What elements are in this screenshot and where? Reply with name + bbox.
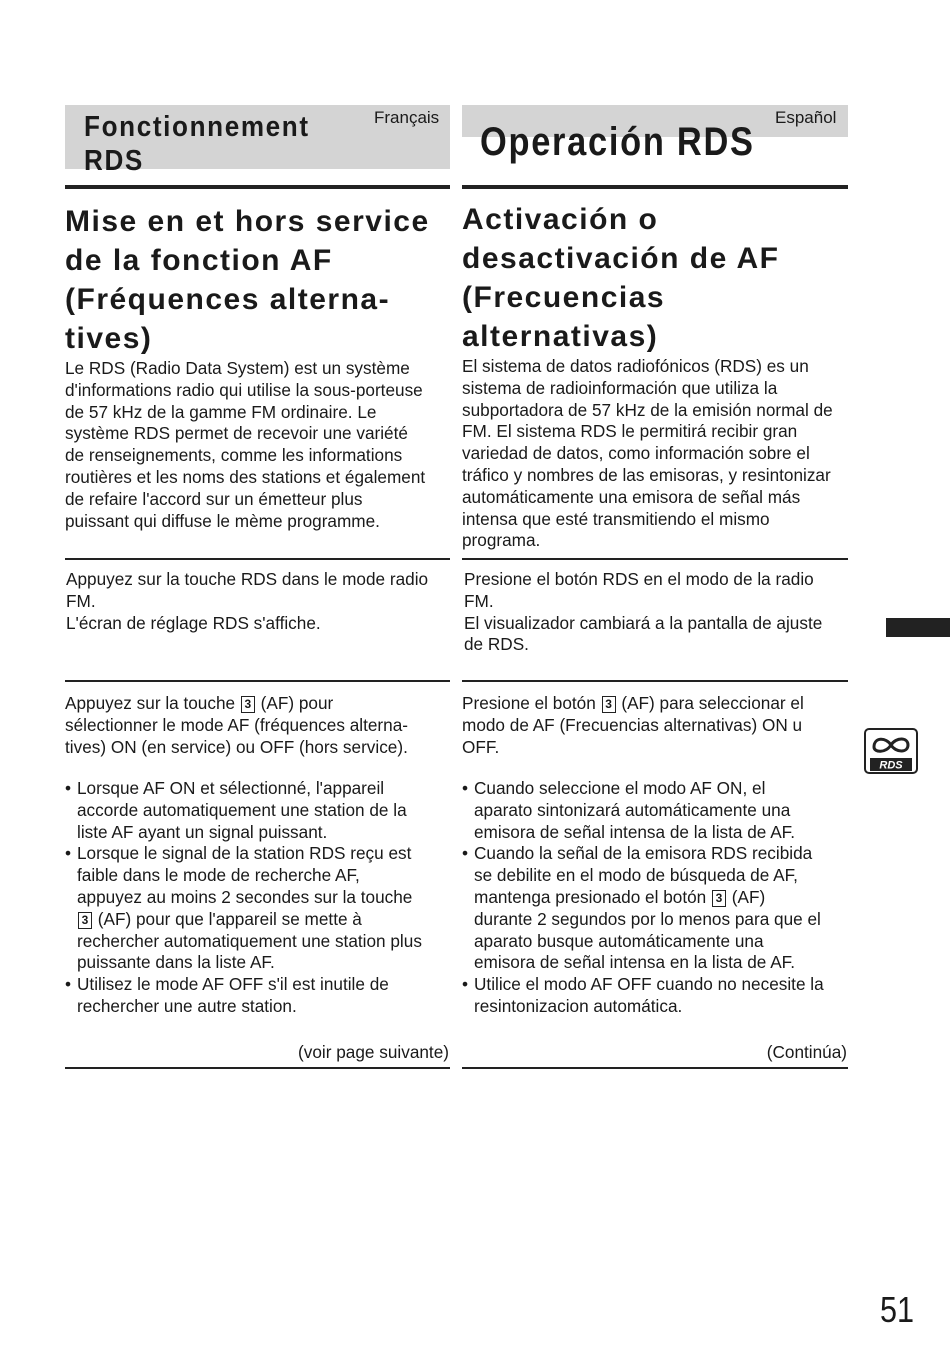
key-3-icon: 3 — [241, 696, 255, 713]
list-item: • Lorsque le signal de la station RDS reçu est faible dans le mode de recherche AF, appuyez au moins 2 secondes sur la touche 3 (AF) pour que l'appareil se mette à rechercher automatiquement une station plus puissante dans la liste AF. — [65, 843, 460, 974]
spanish-step2-rule — [462, 680, 848, 682]
list-item: • Cuando la señal de la emisora RDS recibida se debilite en el modo de búsqueda de AF, mantenga presionado el botón 3 (AF) durante 2 segundos por lo menos para que el aparato busque automáticamente una emisora de señal intensa en la lista de AF. — [462, 843, 857, 974]
french-header-rule — [65, 185, 450, 189]
spanish-chapter-title: Operación RDS — [480, 120, 755, 164]
french-bullet-list — [65, 778, 460, 1018]
list-item: • Utilisez le mode AF OFF s'il est inutile de rechercher une autre station. — [65, 974, 460, 1018]
list-item: • Cuando seleccione el modo AF ON, el aparato sintonizará automáticamente una emisora de señal intensa de la lista de AF. — [462, 778, 857, 843]
spanish-bullet-list — [462, 778, 857, 1018]
list-item: • Utilice el modo AF OFF cuando no necesite la resintonizacion automática. — [462, 974, 857, 1018]
french-continued-note: (voir page suivante) — [298, 1042, 449, 1062]
key-3-icon: 3 — [602, 696, 616, 713]
key-3-icon: 3 — [712, 890, 726, 907]
french-step2-rule — [65, 680, 450, 682]
rds-logo — [864, 728, 918, 774]
french-intro: Le RDS (Radio Data System) est un système d'informations radio qui utilise la sous-porteuse de 57 kHz de la gamme FM ordinaire. Le système RDS permet de recevoir une variété de renseignements, comme les informations routières et les noms des stations et également de refaire l'accord sur un émetteur plus puissant qui diffuse le mème programme. — [65, 358, 426, 531]
french-bottom-rule — [65, 1067, 450, 1069]
spanish-step2: Presione el botón 3 (AF) para seleccionar el modo de AF (Frecuencias alternativas) ON u OFF. — [462, 693, 804, 757]
french-language-label: Français — [374, 108, 440, 127]
section-tab-marker — [886, 618, 950, 637]
french-step1: Appuyez sur la touche RDS dans le mode radio FM. L'écran de réglage RDS s'affiche. — [66, 569, 429, 633]
french-step2: Appuyez sur la touche 3 (AF) pour sélectionner le mode AF (fréquences alterna- tives) ON (en service) ou OFF (hors service). — [65, 693, 408, 757]
french-chapter-title: Fonctionnement RDS — [84, 111, 310, 177]
rds-logo-text: RDS — [879, 759, 903, 772]
spanish-step1-rule — [462, 558, 848, 560]
rds-logo-icon — [864, 728, 918, 774]
spanish-language-label: Español — [775, 108, 837, 127]
french-section-title: Mise en et hors service de la fonction AF (Fréquences alterna- tives) — [65, 205, 430, 355]
spanish-step1: Presione el botón RDS en el modo de la radio FM. El visualizador cambiará a la pantalla de ajuste de RDS. — [464, 569, 823, 655]
french-step1-rule — [65, 558, 450, 560]
spanish-intro: El sistema de datos radiofónicos (RDS) es un sistema de radioinformación que utiliza la subportadora de 57 kHz de la emisión normal de FM. El sistema RDS le permitirá recibir gran variedad de datos, como información sobre el tráfico y nombres de las emisoras, y resintonizar automáticamente una emisora de señal más intensa que esté transmitiendo el mismo programa. — [462, 356, 833, 551]
page-number: 51 — [880, 1289, 915, 1330]
spanish-bottom-rule — [462, 1067, 848, 1069]
spanish-continued-note: (Continúa) — [766, 1042, 847, 1062]
spanish-section-title: Activación o desactivación de AF (Frecuencias alternativas) — [462, 203, 780, 353]
key-3-icon: 3 — [78, 912, 92, 929]
spanish-header-rule — [462, 185, 848, 189]
list-item: • Lorsque AF ON et sélectionné, l'appareil accorde automatiquement une station de la liste AF ayant un signal puissant. — [65, 778, 460, 843]
